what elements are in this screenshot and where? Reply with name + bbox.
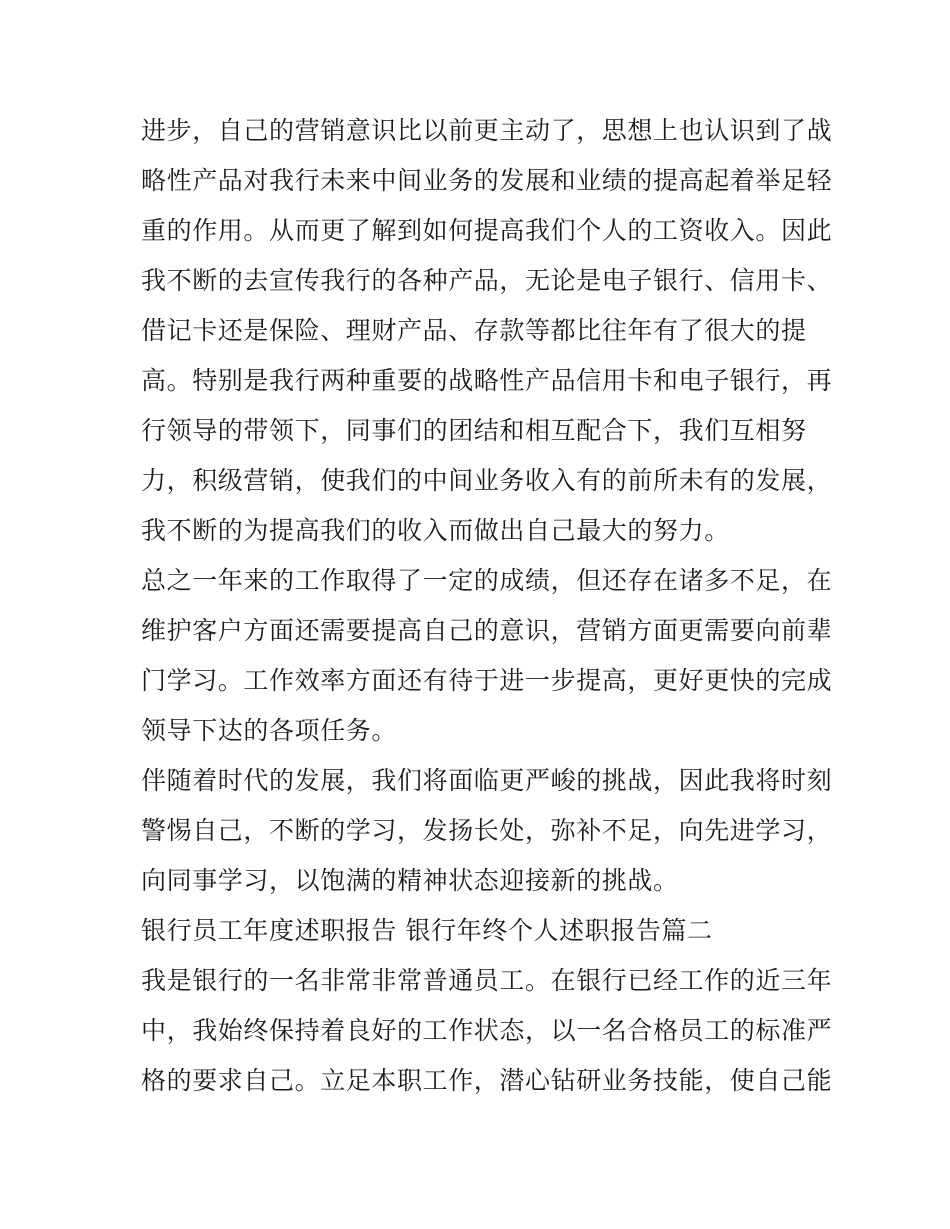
text-line: 力，积级营销，使我们的中间业务收入有的前所未有的发展， bbox=[141, 466, 833, 495]
text-line: 我是银行的一名非常非常普通员工。在银行已经工作的近三年 bbox=[141, 966, 833, 995]
text-line: 略性产品对我行未来中间业务的发展和业绩的提高起着举足轻 bbox=[141, 166, 833, 195]
text-line: 门学习。工作效率方面还有待于进一步提高，更好更快的完成 bbox=[141, 666, 833, 695]
text-line: 借记卡还是保险、理财产品、存款等都比往年有了很大的提 bbox=[141, 316, 807, 345]
text-line: 重的作用。从而更了解到如何提高我们个人的工资收入。因此 bbox=[141, 216, 833, 245]
text-line: 进步，自己的营销意识比以前更主动了，思想上也认识到了战 bbox=[141, 116, 833, 145]
text-line: 警惕自己，不断的学习，发扬长处，弥补不足，向先进学习， bbox=[141, 816, 833, 845]
text-line: 高。特别是我行两种重要的战略性产品信用卡和电子银行，再 bbox=[141, 366, 833, 395]
text-line: 我不断的去宣传我行的各种产品，无论是电子银行、信用卡、 bbox=[141, 266, 833, 295]
text-line: 伴随着时代的发展，我们将面临更严峻的挑战，因此我将时刻 bbox=[141, 766, 833, 795]
text-line: 我不断的为提高我们的收入而做出自己最大的努力。 bbox=[141, 516, 730, 545]
section-heading: 银行员工年度述职报告 银行年终个人述职报告篇二 bbox=[141, 916, 713, 945]
text-line: 维护客户方面还需要提高自己的意识，营销方面更需要向前辈 bbox=[141, 616, 833, 645]
text-line: 中，我始终保持着良好的工作状态，以一名合格员工的标准严 bbox=[141, 1016, 833, 1045]
text-line: 领导下达的各项任务。 bbox=[141, 716, 398, 745]
text-line: 总之一年来的工作取得了一定的成绩，但还存在诸多不足，在 bbox=[141, 566, 833, 595]
text-line: 行领导的带领下，同事们的团结和相互配合下，我们互相努 bbox=[141, 416, 807, 445]
text-line: 格的要求自己。立足本职工作，潜心钻研业务技能，使自己能 bbox=[141, 1066, 833, 1095]
text-line: 向同事学习，以饱满的精神状态迎接新的挑战。 bbox=[141, 866, 679, 895]
